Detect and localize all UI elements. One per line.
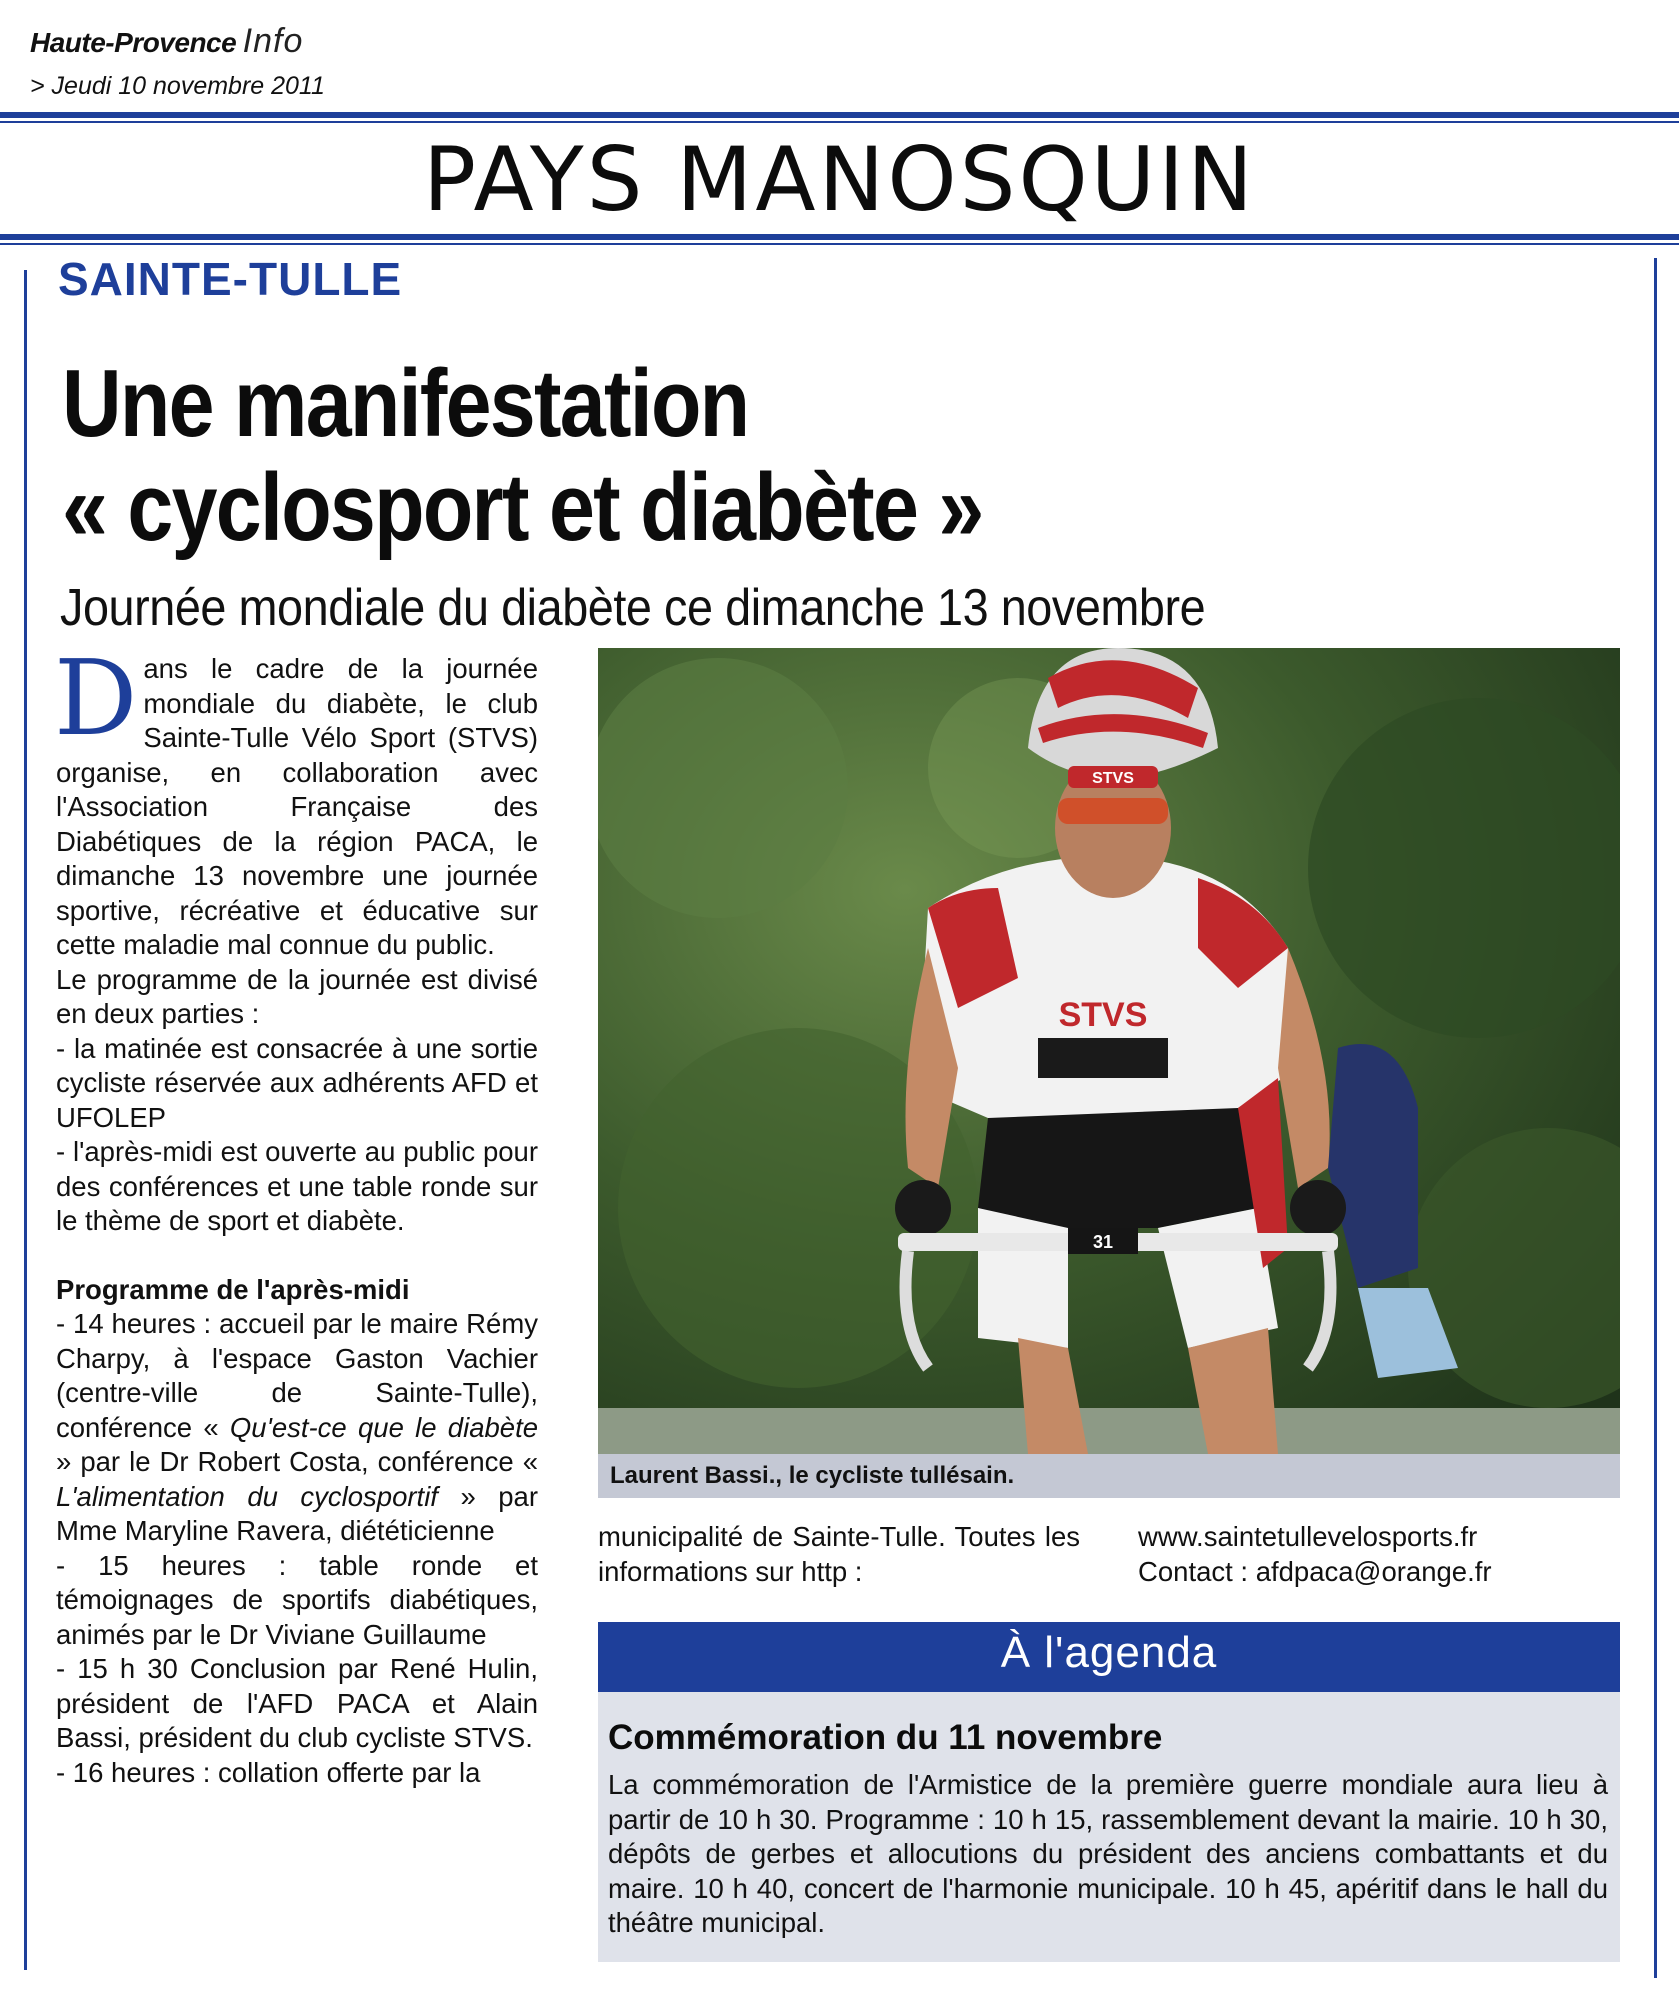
program-item-16h: - 16 heures : collation offerte par la (56, 1756, 481, 1788)
program-subtitle: Programme de l'après-midi (56, 1273, 410, 1305)
article-subheadline: Journée mondiale du diabète ce dimanche 13 novembre (60, 579, 1206, 637)
article-contact-block (1138, 1520, 1618, 1589)
paragraph-afternoon: - l'après-midi est ouverte au public pour des conférences et une table ronde sur le thème de sport et diabète. (56, 1136, 538, 1236)
masthead-info: Info (242, 22, 304, 60)
agenda-box (598, 1622, 1620, 1962)
article-headline (62, 352, 1404, 560)
agenda-title: À l'agenda (1000, 1628, 1218, 1677)
website-link[interactable]: www.saintetullevelosports.fr (1138, 1521, 1478, 1552)
left-frame-line (24, 270, 27, 1970)
headline-line-1: Une manifestation (62, 350, 749, 457)
intro-text: ans le cadre de la journée mondiale du diabète, le club Sainte-Tulle Vélo Sport (STVS) organise, en collaboration avec l'Association Française des Diabétiques de la région PACA, le dimanche 13 novembre une journée sportive, récréative et éducative sur cette maladie mal connue du public. (56, 653, 538, 960)
program-item-15h: - 15 heures : table ronde et témoignages de sportifs diabétiques, animés par le Dr Viviane Guillaume (56, 1549, 538, 1650)
article-body-left-column (54, 637, 539, 1790)
masthead (30, 22, 303, 61)
program-item-14h-text-e: » par Mme Maryline Ravera, diététicienne (56, 1480, 538, 1546)
program-item-14h-text-c: » par le Dr Robert Costa, conférence « (56, 1446, 538, 1477)
headline-line-2: « cyclosport et diabète » (62, 454, 983, 561)
bike-number-text: 31 (1092, 1232, 1114, 1252)
contact-email[interactable]: Contact : afdpaca@orange.fr (1138, 1555, 1492, 1587)
section-rubric: PAYS MANOSQUIN (423, 128, 1256, 231)
photo-caption: Laurent Bassi., le cycliste tullésain. (598, 1454, 1620, 1498)
jersey-logo-text: STVS (1058, 996, 1148, 1034)
paragraph-morning: - la matinée est consacrée à une sortie cycliste réservée aux adhérents AFD et UFOLEP (56, 1032, 538, 1133)
cyclist-photo (598, 648, 1620, 1454)
top-rule (0, 112, 1679, 118)
top-rule-thin (0, 121, 1679, 123)
agenda-headline: Commémoration du 11 novembre (608, 1718, 1163, 1757)
right-frame-line (1654, 258, 1657, 1978)
dropcap: D (54, 637, 138, 759)
program-item-14h (56, 1307, 538, 1549)
rubric-rule (0, 234, 1679, 240)
masthead-brand: Haute-Provence (30, 27, 237, 58)
paragraph-program-intro: Le programme de la journée est divisé en deux parties : (56, 963, 538, 1029)
issue-date: > Jeudi 10 novembre 2011 (30, 72, 325, 100)
article-locality: SAINTE-TULLE (58, 253, 403, 305)
intro-paragraph (54, 637, 538, 963)
agenda-text: La commémoration de l'Armistice de la première guerre mondiale aura lieu à partir de 10 h 30. Programme : 10 h 15, rassemblement devant la mairie. 10 h 30, dépôts de gerbes et allocutions du président des anciens combattants et du maire. 10 h 40, concert de l'harmonie municipale. 10 h 45, apéritif dans le hall du théâtre municipal. (608, 1769, 1608, 1938)
program-item-15h30: - 15 h 30 Conclusion par René Hulin, président de l'AFD PACA et Alain Bassi, président du club cycliste STVS. (56, 1653, 538, 1753)
rubric-rule-thin (0, 243, 1679, 245)
conference-title-1: Qu'est-ce que le diabète (229, 1411, 539, 1443)
program-item-14h-text-a: - 14 heures : accueil par le maire Rémy Charpy, à l'espace Gaston Vachier (centre-ville de Sainte-Tulle), conférence « (56, 1308, 538, 1443)
conference-title-2: L'alimentation du cyclosportif (56, 1480, 438, 1512)
article-body-continuation: municipalité de Sainte-Tulle. Toutes les informations sur http : (598, 1521, 1080, 1587)
helmet-logo-text: STVS (1092, 770, 1134, 787)
